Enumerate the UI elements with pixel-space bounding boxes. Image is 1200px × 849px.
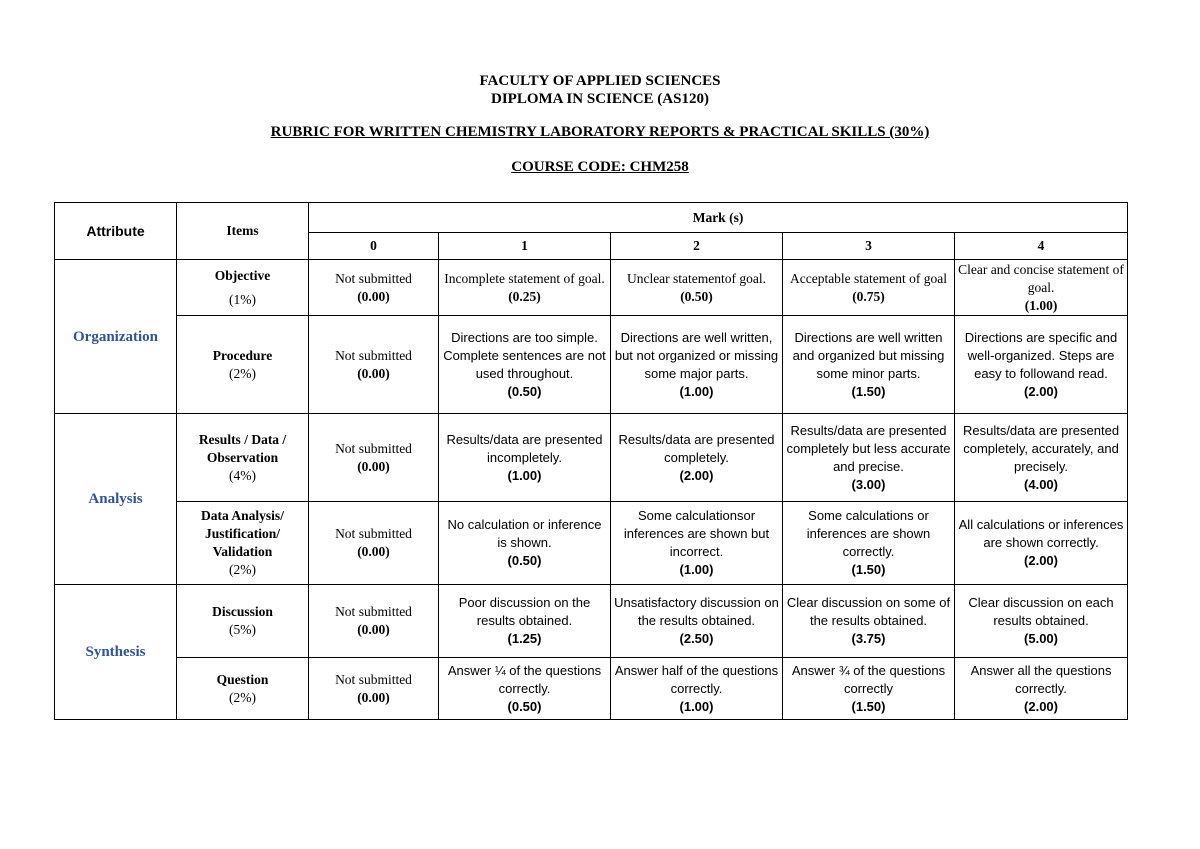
criteria-cell xyxy=(309,316,439,414)
table-row xyxy=(55,658,1128,720)
table-row xyxy=(55,502,1128,585)
table-row xyxy=(55,316,1128,414)
table-row xyxy=(55,260,1128,316)
cell-text: Directions are well written and organized but missing some minor parts. xyxy=(792,329,945,381)
cell-text: Some calculations or inferences are shown correctly. xyxy=(806,508,931,559)
criteria-cell xyxy=(309,414,439,502)
attribute-synthesis: Synthesis xyxy=(55,585,177,720)
criteria-cell xyxy=(439,585,611,658)
item-discussion xyxy=(177,585,309,658)
cell-text: Unclear statementof goal. xyxy=(626,270,767,286)
level-3-header: 3 xyxy=(783,233,955,260)
criteria-cell xyxy=(783,316,955,414)
cell-score: (5.00) xyxy=(1024,631,1058,646)
cell-text: Directions are specific and well-organized. Steps are easy to followand read. xyxy=(964,329,1118,381)
cell-text: Poor discussion on the results obtained. xyxy=(458,595,591,628)
criteria-cell xyxy=(309,260,439,316)
cell-score: (1.00) xyxy=(679,383,714,399)
cell-score: (1.25) xyxy=(507,631,542,646)
cell-score: (0.00) xyxy=(357,288,390,304)
cell-text: Results/data are presented incompletely. xyxy=(446,431,603,465)
item-procedure xyxy=(177,316,309,414)
criteria-cell xyxy=(955,502,1128,585)
cell-score: (1.50) xyxy=(851,383,886,399)
cell-text: Unsatisfactory discussion on the results obtained. xyxy=(614,595,779,628)
cell-score: (0.00) xyxy=(357,365,390,381)
cell-text: Results/data are presented completely but less accurate and precise. xyxy=(786,422,951,474)
cell-text: Not submitted xyxy=(335,671,412,687)
item-weight: (4%) xyxy=(229,467,256,483)
cell-text: Acceptable statement of goal xyxy=(789,270,948,286)
course-code: COURSE CODE: CHM258 xyxy=(511,159,689,175)
rubric-title: RUBRIC FOR WRITTEN CHEMISTRY LABORATORY REPORTS & PRACTICAL SKILLS (30%) xyxy=(270,124,930,140)
cell-text: Not submitted xyxy=(335,440,412,456)
item-name: Question xyxy=(216,671,269,687)
cell-score: (0.50) xyxy=(507,698,542,714)
cell-text: Results/data are presented completely. xyxy=(618,431,775,465)
cell-score: (4.00) xyxy=(1024,476,1058,492)
item-results xyxy=(177,414,309,502)
criteria-cell xyxy=(611,585,783,658)
cell-text: Clear discussion on some of the results obtained. xyxy=(786,595,951,628)
cell-score: (1.00) xyxy=(507,467,542,483)
attribute-analysis: Analysis xyxy=(55,414,177,585)
item-name: Procedure xyxy=(212,347,273,363)
cell-text: Not submitted xyxy=(335,604,412,619)
cell-score: (3.00) xyxy=(851,476,886,492)
cell-text: Answer ¼ of the questions correctly. xyxy=(447,662,602,696)
criteria-cell xyxy=(439,414,611,502)
cell-text: Directions are well written, but not organized or missing some major parts. xyxy=(614,329,779,381)
cell-text: Not submitted xyxy=(335,347,412,363)
criteria-cell xyxy=(783,260,955,316)
cell-score: (1.00) xyxy=(679,562,714,577)
cell-text: Results/data are presented completely, accurately, and precisely. xyxy=(962,422,1120,474)
criteria-cell xyxy=(955,260,1128,316)
table-row xyxy=(55,585,1128,658)
item-weight: (2%) xyxy=(229,562,256,577)
criteria-cell xyxy=(611,316,783,414)
item-name: Objective xyxy=(214,267,271,283)
level-4-header: 4 xyxy=(955,233,1128,260)
criteria-cell xyxy=(955,316,1128,414)
rubric-table xyxy=(54,202,1128,720)
faculty-title: FACULTY OF APPLIED SCIENCES xyxy=(479,73,721,89)
attribute-organization: Organization xyxy=(55,260,177,414)
item-data-analysis xyxy=(177,502,309,585)
cell-score: (2.00) xyxy=(679,467,714,483)
cell-score: (0.75) xyxy=(852,288,885,304)
item-name: Data Analysis/ Justification/ Validation xyxy=(201,508,284,559)
cell-text: Clear discussion on each results obtained. xyxy=(968,595,1114,628)
item-weight: (5%) xyxy=(229,622,256,637)
cell-score: (2.00) xyxy=(1024,698,1058,714)
cell-score: (3.75) xyxy=(851,631,886,646)
diploma-title: DIPLOMA IN SCIENCE (AS120) xyxy=(491,91,709,107)
criteria-cell xyxy=(611,502,783,585)
criteria-cell xyxy=(439,502,611,585)
cell-score: (1.00) xyxy=(1024,297,1058,313)
cell-text: Clear and concise statement of goal. xyxy=(958,261,1124,295)
criteria-cell xyxy=(439,658,611,720)
mark-header: Mark (s) xyxy=(309,203,1128,233)
item-weight: (2%) xyxy=(229,365,256,381)
cell-score: (1.50) xyxy=(851,562,886,577)
level-2-header: 2 xyxy=(611,233,783,260)
items-header: Items xyxy=(177,203,309,260)
criteria-cell xyxy=(955,658,1128,720)
item-weight: (1%) xyxy=(229,291,256,307)
document-header xyxy=(0,72,1200,176)
cell-score: (0.00) xyxy=(357,689,390,705)
attribute-header: Attribute xyxy=(55,203,177,260)
level-0-header: 0 xyxy=(309,233,439,260)
cell-text: Not submitted xyxy=(335,526,412,541)
level-1-header: 1 xyxy=(439,233,611,260)
criteria-cell xyxy=(783,658,955,720)
criteria-cell xyxy=(439,316,611,414)
criteria-cell xyxy=(783,585,955,658)
cell-text: No calculation or inference is shown. xyxy=(447,517,602,550)
cell-score: (2.50) xyxy=(679,631,714,646)
cell-score: (1.50) xyxy=(851,698,886,714)
table-row xyxy=(55,414,1128,502)
cell-score: (2.00) xyxy=(1024,383,1058,399)
cell-text: Incomplete statement of goal. xyxy=(444,270,605,286)
criteria-cell xyxy=(783,414,955,502)
cell-score: (0.00) xyxy=(357,544,390,559)
cell-score: (0.50) xyxy=(680,288,713,304)
cell-text: Directions are too simple. Complete sentences are not used throughout. xyxy=(443,329,606,381)
criteria-cell xyxy=(783,502,955,585)
item-name: Discussion xyxy=(212,604,273,619)
criteria-cell xyxy=(611,260,783,316)
cell-text: Answer ¾ of the questions correctly xyxy=(791,662,946,696)
criteria-cell xyxy=(611,414,783,502)
cell-text: Answer all the questions correctly. xyxy=(970,662,1112,696)
cell-score: (1.00) xyxy=(679,698,714,714)
cell-score: (0.00) xyxy=(357,622,390,637)
criteria-cell xyxy=(309,658,439,720)
cell-score: (2.00) xyxy=(1024,553,1058,568)
cell-text: All calculations or inferences are shown correctly. xyxy=(958,517,1124,550)
cell-score: (0.00) xyxy=(357,458,390,474)
cell-text: Answer half of the questions correctly. xyxy=(614,662,779,696)
item-weight: (2%) xyxy=(229,689,256,705)
cell-text: Not submitted xyxy=(335,270,412,286)
criteria-cell xyxy=(439,260,611,316)
cell-text: Some calculationsor inferences are shown but incorrect. xyxy=(623,508,770,559)
cell-score: (0.25) xyxy=(508,288,541,304)
cell-score: (0.50) xyxy=(507,383,542,399)
criteria-cell xyxy=(309,585,439,658)
criteria-cell xyxy=(611,658,783,720)
criteria-cell xyxy=(955,414,1128,502)
item-question xyxy=(177,658,309,720)
criteria-cell xyxy=(955,585,1128,658)
cell-score: (0.50) xyxy=(507,553,542,568)
item-name: Results / Data / Observation xyxy=(198,431,287,465)
criteria-cell xyxy=(309,502,439,585)
item-objective xyxy=(177,260,309,316)
